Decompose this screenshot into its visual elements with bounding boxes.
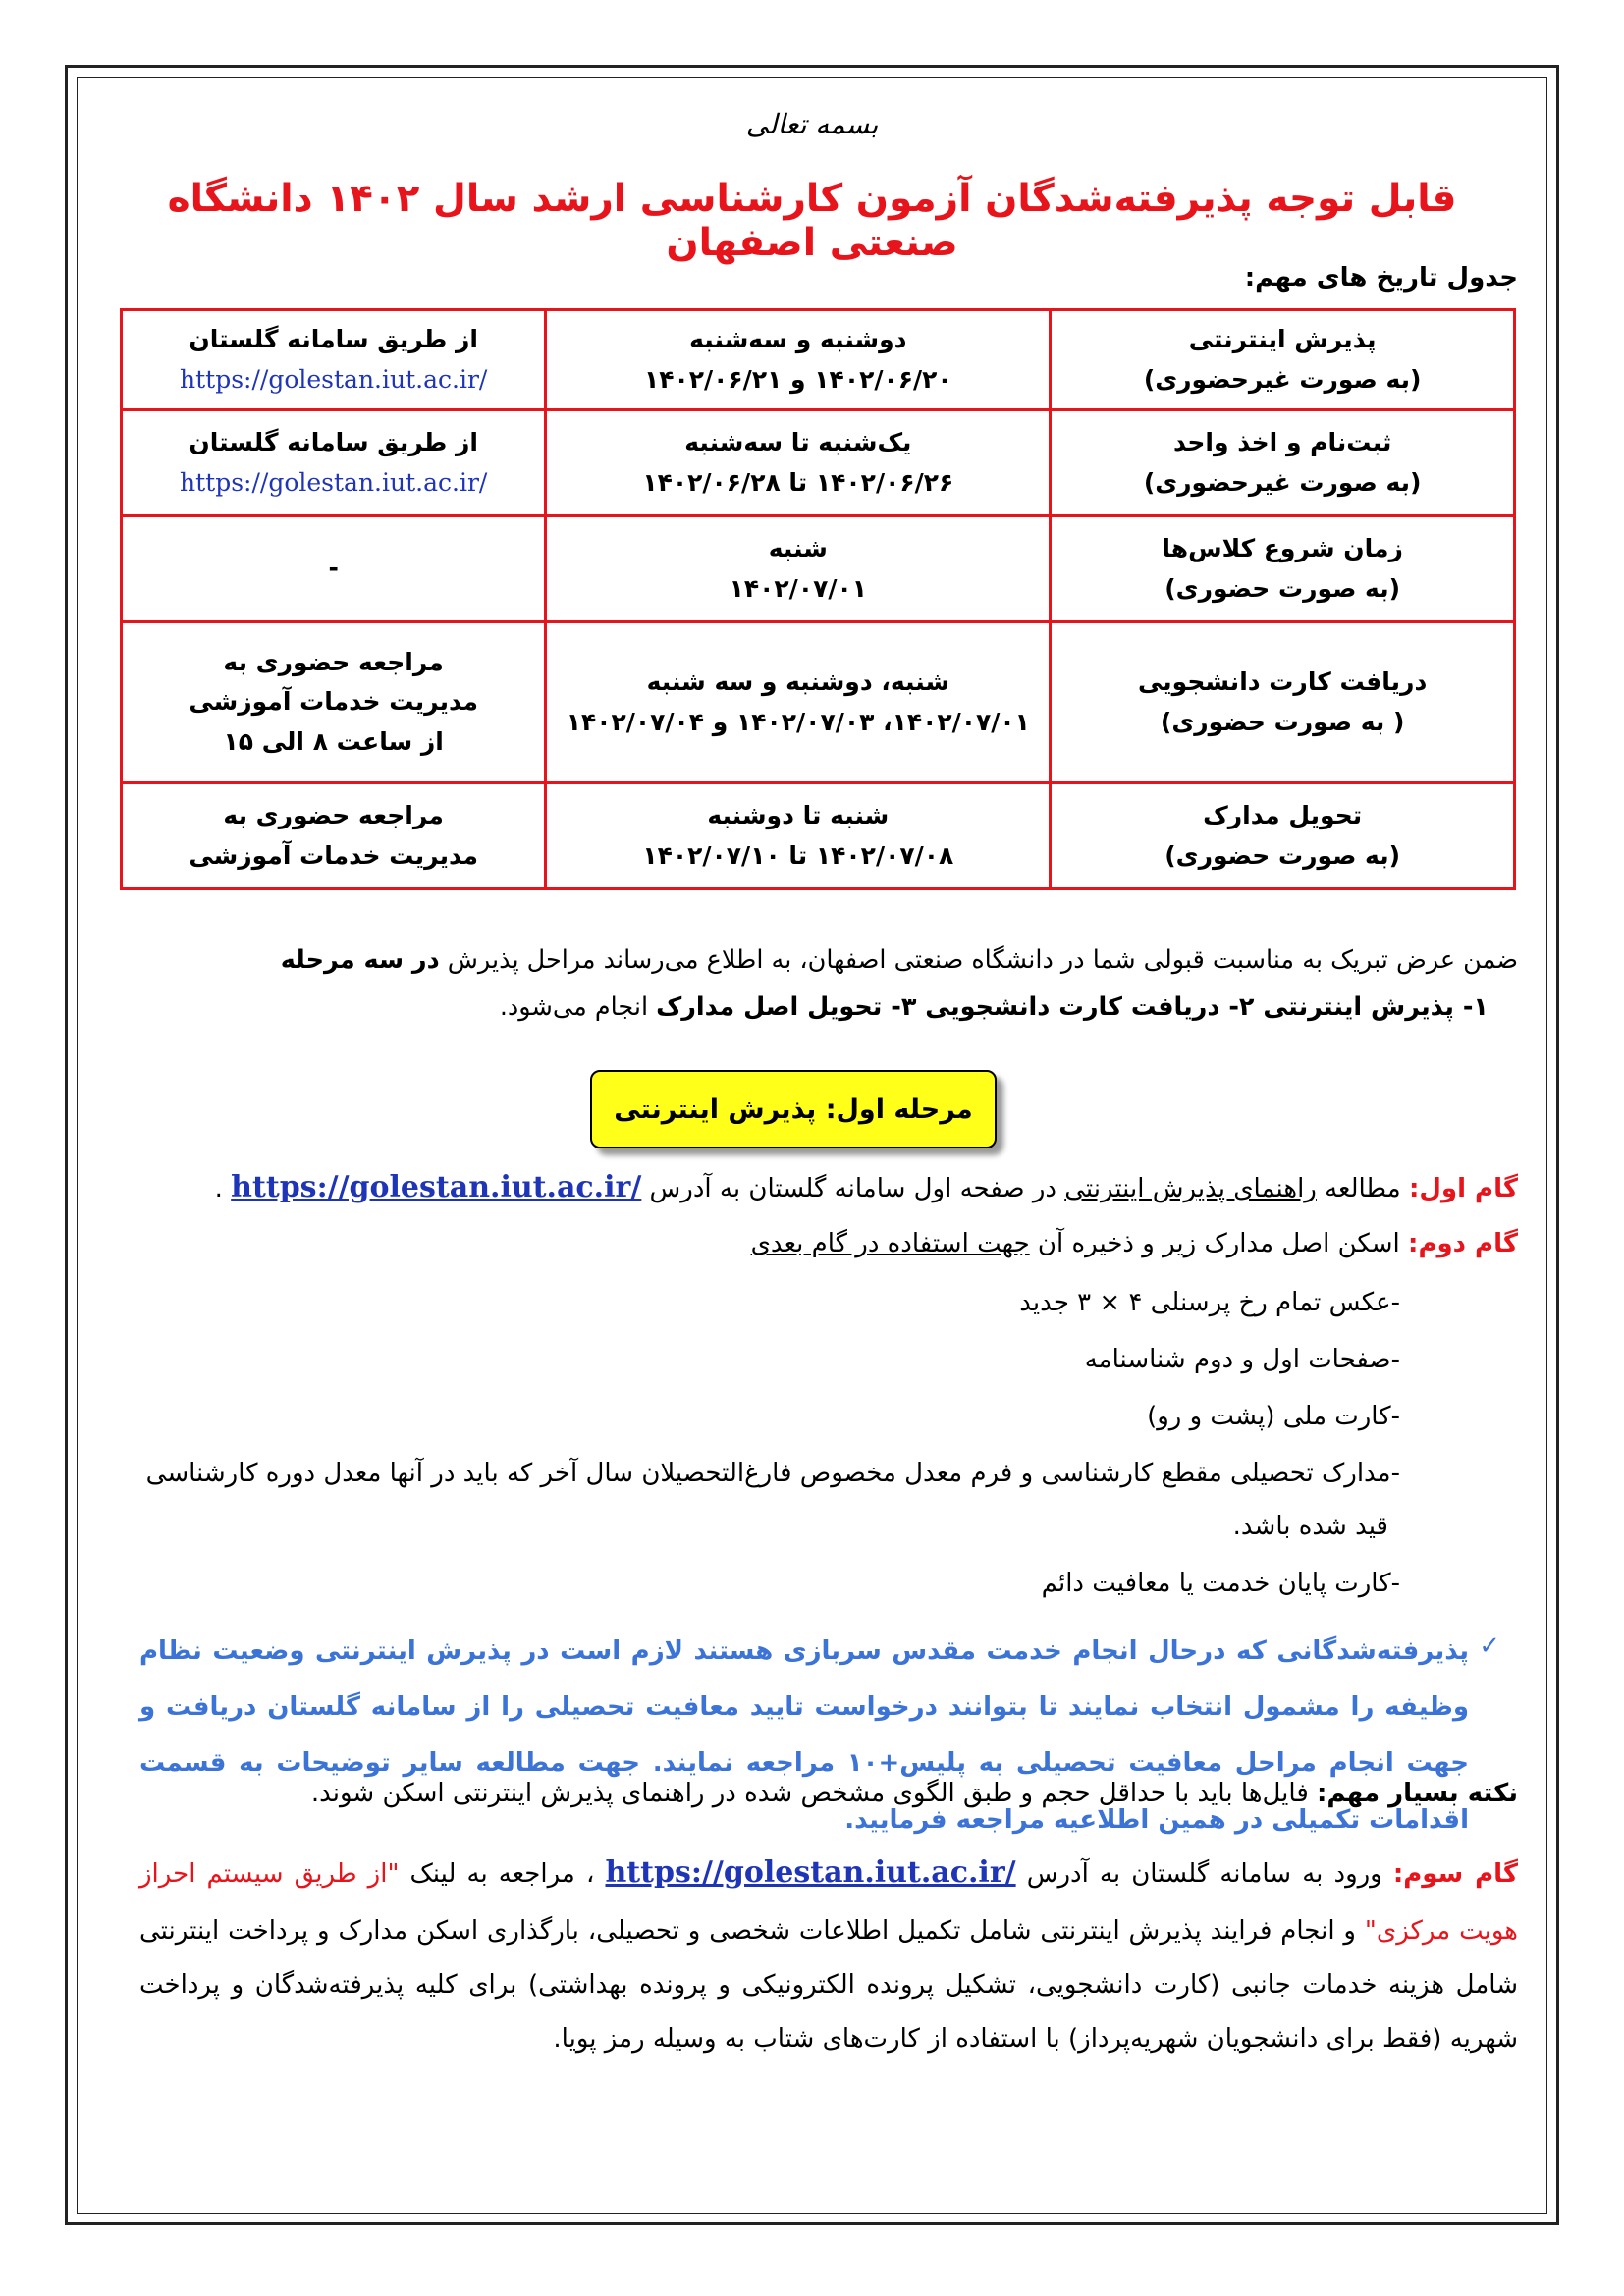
step-cell: دریافت کارت دانشجویی ( به صورت حضوری) [1051, 622, 1515, 783]
table-row [122, 622, 1515, 783]
step-two: گام دوم: اسکن اصل مدارک زیر و ذخیره آن جهت استفاده در گام بعدی [750, 1229, 1518, 1258]
method-cell: مراجعه حضوری به مدیریت خدمات آموزشی [122, 783, 546, 889]
date-cell: یک‌شنبه تا سه‌شنبه ۱۴۰۲/۰۶/۲۶ تا ۱۴۰۲/۰۶/۲۸ [546, 410, 1051, 516]
document-item: -صفحات اول و دوم شناسنامه [1084, 1345, 1400, 1374]
golestan-link[interactable]: https://golestan.iut.ac.ir/ [180, 364, 488, 394]
table-row [122, 516, 1515, 622]
document-item: -مدارک تحصیلی مقطع کارشناسی و فرم معدل مخصوص فارغ‌التحصیلان سال آخر که باید در آنها معدل دوره کارشناسی [145, 1459, 1400, 1488]
method-cell: از طریق سامانه گلستان https://golestan.iut.ac.ir/ [122, 410, 546, 516]
checkmark-icon: ✓ [1479, 1631, 1500, 1661]
central-auth-link-text[interactable]: "از طریق سیستم احراز هویت مرکزی" [139, 1859, 1518, 1946]
step-three: گام سوم: ورود به سامانه گلستان به آدرس https://golestan.iut.ac.ir/ ، مراجعه به لینک "از طریق سیستم احراز هویت مرکزی" و انجام فرایند پذیرش اینترنتی شامل تکمیل اطلاعات شخصی و تحصیلی، بارگذاری اسکن مدارک و پرداخت اینترنتی شامل هزینه خدمات جانبی (کارت دانشجویی، تشکیل پرونده الکترونیکی و پرونده بهداشتی) برای کلیه پذیرفته‌شدگان و پرداخت شهریه (فقط برای دانشجویان شهریه‌پرداز) با استفاده از کارت‌های شتاب به وسیله رمز پویا. [139, 1855, 1519, 2054]
date-cell: شنبه، دوشنبه و سه شنبه ۱۴۰۲/۰۷/۰۱، ۱۴۰۲/۰۷/۰۳ و ۱۴۰۲/۰۷/۰۴ [546, 622, 1051, 783]
table-row [122, 310, 1515, 410]
table-row [122, 410, 1515, 516]
step-cell: زمان شروع کلاس‌ها (به صورت حضوری) [1051, 516, 1515, 622]
golestan-link[interactable]: https://golestan.iut.ac.ir/ [180, 467, 488, 497]
date-cell: شنبه ۱۴۰۲/۰۷/۰۱ [546, 516, 1051, 622]
step-cell: تحویل مدارک (به صورت حضوری) [1051, 783, 1515, 889]
step-one: گام اول: مطالعه راهنمای پذیرش اینترنتی در صفحه اول سامانه گلستان به آدرس https://golestan.iut.ac.ir/ . [214, 1170, 1518, 1204]
method-cell: از طریق سامانه گلستان https://golestan.iut.ac.ir/ [122, 310, 546, 410]
method-cell: - [122, 516, 546, 622]
basmala: بسمه تعالی [745, 108, 879, 140]
document-item-continued: قید شده باشد. [1232, 1512, 1388, 1541]
page-title: قابل توجه پذیرفته‌شدگان آزمون کارشناسی ارشد سال ۱۴۰۲ دانشگاه صنعتی اصفهان [167, 177, 1457, 265]
table-heading: جدول تاریخ های مهم: [1244, 263, 1518, 293]
method-cell: مراجعه حضوری به مدیریت خدمات آموزشی از ساعت ۸ الی ۱۵ [122, 622, 546, 783]
document-item: -کارت ملی (پشت و رو) [1147, 1402, 1400, 1431]
golestan-link[interactable]: https://golestan.iut.ac.ir/ [231, 1170, 642, 1204]
golestan-link[interactable]: https://golestan.iut.ac.ir/ [605, 1855, 1016, 1890]
step-cell: ثبت‌نام و اخذ واحد (به صورت غیرحضوری) [1051, 410, 1515, 516]
stage-one-heading: مرحله اول: پذیرش اینترنتی [590, 1070, 997, 1148]
date-cell: شنبه تا دوشنبه ۱۴۰۲/۰۷/۰۸ تا ۱۴۰۲/۰۷/۱۰ [546, 783, 1051, 889]
important-dates-table [120, 308, 1516, 890]
document-item: -کارت پایان خدمت یا معافیت دائم [1041, 1569, 1400, 1598]
intro-paragraph: ضمن عرض تبریک به مناسبت قبولی شما در دانشگاه صنعتی اصفهان، به اطلاع می‌رساند مراحل پذیرش در سه مرحله ۱- پذیرش اینترنتی ۲- دریافت کارت دانشجویی ۳- تحویل اصل مدارک انجام می‌شود. [280, 945, 1518, 1023]
military-service-note: پذیرفته‌شدگانی که درحال انجام خدمت مقدس سربازی هستند لازم است در پذیرش اینترنتی وضعیت نظام وظیفه را مشمول انتخاب نمایند تا بتوانند درخواست تایید معافیت تحصیلی را از سامانه گلستان دریافت و جهت انجام مراحل معافیت تحصیلی به پلیس+۱۰ مراجعه نمایند. جهت مطالعه سایر توضیحات به قسمت اقدامات تکمیلی در همین اطلاعیه مراجعه فرمایید. [139, 1636, 1469, 1835]
table-row [122, 783, 1515, 889]
date-cell: دوشنبه و سه‌شنبه ۱۴۰۲/۰۶/۲۰ و ۱۴۰۲/۰۶/۲۱ [546, 310, 1051, 410]
important-note: نکته بسیار مهم: فایل‌ها باید با حداقل حجم و طبق الگوی مشخص شده در راهنمای پذیرش اینترنتی اسکن شوند. [310, 1779, 1518, 1808]
document-item: -عکس تمام رخ پرسنلی ۴ × ۳ جدید [1019, 1288, 1400, 1317]
step-cell: پذیرش اینترنتی (به صورت غیرحضوری) [1051, 310, 1515, 410]
